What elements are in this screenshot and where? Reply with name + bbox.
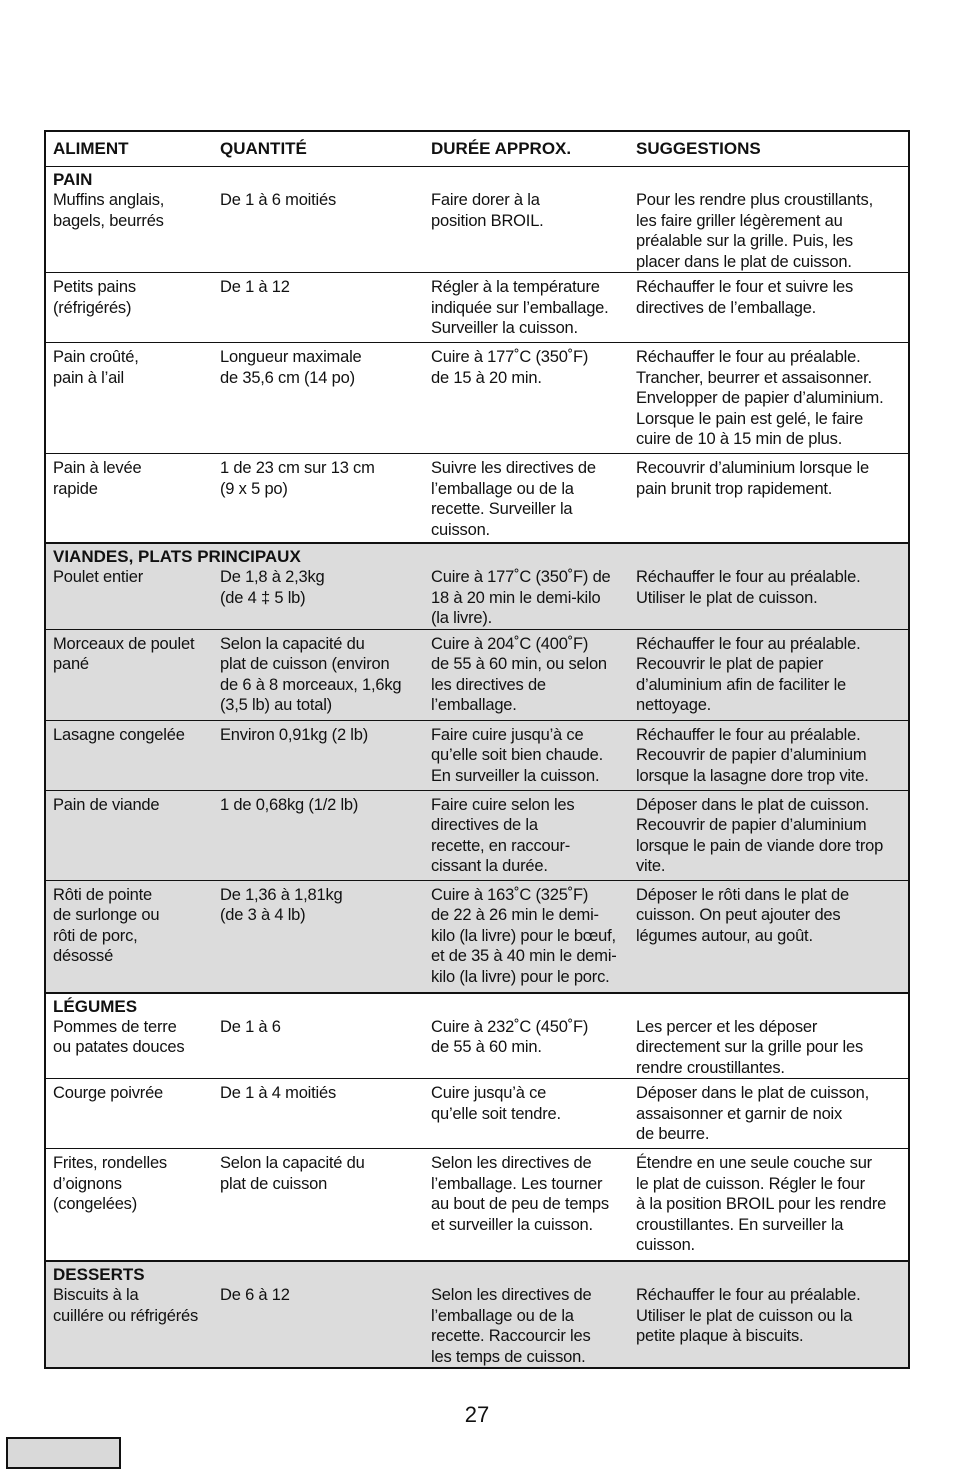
cell-aliment: Courge poivrée [53,1084,164,1102]
cell-quantite: Environ 0,91kg (2 lb) [220,725,369,744]
cell-quantite: Selon la capacité du plat de cuisson (environ de 6 à 8 morceaux, 1,6kg (3,5 lb) au total) [220,634,402,714]
table-row [46,567,908,630]
cell-aliment: Muffins anglais, bagels, beurrés [53,191,165,230]
page-number: 27 [464,1402,490,1427]
table-section [46,167,908,544]
cell-aliment: Pommes de terre ou patates douces [53,1017,185,1056]
section-title: VIANDES, PLATS PRINCIPAUX [53,547,301,566]
table-section [46,994,908,1263]
cell-suggestions: Étendre en une seule couche sur le plat de cuisson. Régler le four à la position BROIL pour les rendre croustillantes. En surveiller la cuisson. [636,1154,887,1254]
cell-duree: Cuire à 177˚C (350˚F) de 15 à 20 min. [431,348,589,387]
table-row [46,721,908,791]
cell-aliment: Petits pains (réfrigérés) [53,278,136,317]
table-row [46,1285,908,1367]
cell-suggestions: Réchauffer le four au préalable. Recouvrir de papier d’aluminium lorsque la lasagne dore trop vite. [636,725,869,785]
cooking-guide-table [44,130,910,1369]
cell-aliment: Pain à levée rapide [53,459,142,498]
cell-aliment: Poulet entier [53,568,144,586]
cell-suggestions: Les percer et les déposer directement sur la grille pour les rendre croustillantes. [636,1017,864,1077]
cell-quantite: 1 de 23 cm sur 13 cm (9 x 5 po) [220,459,375,498]
section-title: LÉGUMES [53,996,138,1016]
cell-quantite: De 1 à 6 moitiés [220,191,337,209]
page-tab-marker [6,1437,121,1469]
table-row [46,454,908,542]
cell-duree: Selon les directives de l’emballage. Les tourner au bout de peu de temps et surveiller la cuisson. [431,1154,609,1234]
cell-duree: Selon les directives de l’emballage ou de la recette. Raccourcir les les temps de cuisson. [431,1286,592,1366]
cell-quantite: De 1,8 à 2,3kg (de 4 ‡ 5 lb) [220,568,325,607]
cell-suggestions: Déposer le rôti dans le plat de cuisson. On peut ajouter des légumes autour, au goût. [636,885,850,945]
cell-duree: Cuire à 204˚C (400˚F) de 55 à 60 min, ou selon les directives de l’emballage. [431,634,607,714]
table-body [46,167,908,1367]
cell-suggestions: Recouvrir d’aluminium lorsque le pain brunit trop rapidement. [636,459,869,498]
table-section [46,1262,908,1367]
cell-aliment: Pain croûté, pain à l’ail [53,348,139,387]
section-title: PAIN [53,170,93,189]
table-row [46,343,908,454]
cell-quantite: Selon la capacité du plat de cuisson [220,1154,365,1193]
cell-duree: Suivre les directives de l’emballage ou de la recette. Surveiller la cuisson. [431,459,596,539]
cell-duree: Cuire à 163˚C (325˚F) de 22 à 26 min le demi- kilo (la livre) pour le bœuf, et de 35 à 40 min le demi- kilo (la livre) pour le porc. [431,885,617,986]
cell-quantite: Longueur maximale de 35,6 cm (14 po) [220,348,362,387]
cell-suggestions: Réchauffer le four au préalable. Trancher, beurrer et assaisonner. Envelopper de papier d’aluminium. Lorsque le pain est gelé, le faire cuire de 10 à 15 min de plus. [636,348,884,448]
table-header [46,132,908,167]
cell-quantite: De 1 à 6 [220,1017,281,1036]
cell-aliment: Biscuits à la cuillére ou réfrigérés [53,1286,199,1325]
table-row [46,1017,908,1080]
cell-aliment: Morceaux de poulet pané [53,634,195,673]
table-row [46,273,908,343]
table-row [46,190,908,273]
cell-quantite: De 1 à 4 moitiés [220,1084,337,1102]
cell-aliment: Frites, rondelles d’oignons (congelées) [53,1154,167,1213]
cell-duree: Faire cuire selon les directives de la recette, en raccour- cissant la durée. [431,795,575,875]
section-title: DESSERTS [53,1265,145,1284]
cell-quantite: De 1,36 à 1,81kg (de 3 à 4 lb) [220,885,343,924]
cell-duree: Faire dorer à la position BROIL. [431,191,544,230]
cell-suggestions: Déposer dans le plat de cuisson, assaisonner et garnir de noix de beurre. [636,1084,869,1143]
header-aliment: ALIMENT [53,139,129,158]
cell-duree: Cuire à 177˚C (350˚F) de 18 à 20 min le demi-kilo (la livre). [431,568,611,627]
table-row [46,881,908,992]
cell-suggestions: Réchauffer le four au préalable. Utiliser le plat de cuisson. [636,568,861,607]
cell-aliment: Pain de viande [53,795,160,814]
header-duree: DURÉE APPROX. [431,139,572,158]
cell-aliment: Rôti de pointe de surlonge ou rôti de porc, désossé [53,885,160,965]
table-section [46,544,908,994]
table-row [46,630,908,721]
header-quantite: QUANTITÉ [220,139,307,158]
cell-quantite: De 6 à 12 [220,1286,290,1304]
cell-suggestions: Déposer dans le plat de cuisson. Recouvrir de papier d’aluminium lorsque le pain de viande dore trop vite. [636,795,884,875]
cell-duree: Cuire à 232˚C (450˚F) de 55 à 60 min. [431,1017,589,1056]
cell-quantite: De 1 à 12 [220,278,290,296]
cell-duree: Régler à la température indiquée sur l’emballage. Surveiller la cuisson. [431,278,609,337]
cell-duree: Faire cuire jusqu’à ce qu’elle soit bien chaude. En surveiller la cuisson. [431,725,604,785]
cell-suggestions: Réchauffer le four au préalable. Utiliser le plat de cuisson ou la petite plaque à biscuits. [636,1286,861,1345]
cell-quantite: 1 de 0,68kg (1/2 lb) [220,795,359,814]
cell-aliment: Lasagne congelée [53,725,185,744]
cell-duree: Cuire jusqu’à ce qu’elle soit tendre. [431,1084,561,1123]
table-row [46,1079,908,1149]
cell-suggestions: Réchauffer le four au préalable. Recouvrir le plat de papier d’aluminium afin de faciliter le nettoyage. [636,634,861,714]
header-suggestions: SUGGESTIONS [636,139,761,158]
table-row [46,1149,908,1260]
table-row [46,791,908,881]
cell-suggestions: Pour les rendre plus croustillants, les faire griller légèrement au préalable sur la grille. Puis, les placer dans le plat de cuisson. [636,191,873,271]
cell-suggestions: Réchauffer le four et suivre les directives de l’emballage. [636,278,854,317]
